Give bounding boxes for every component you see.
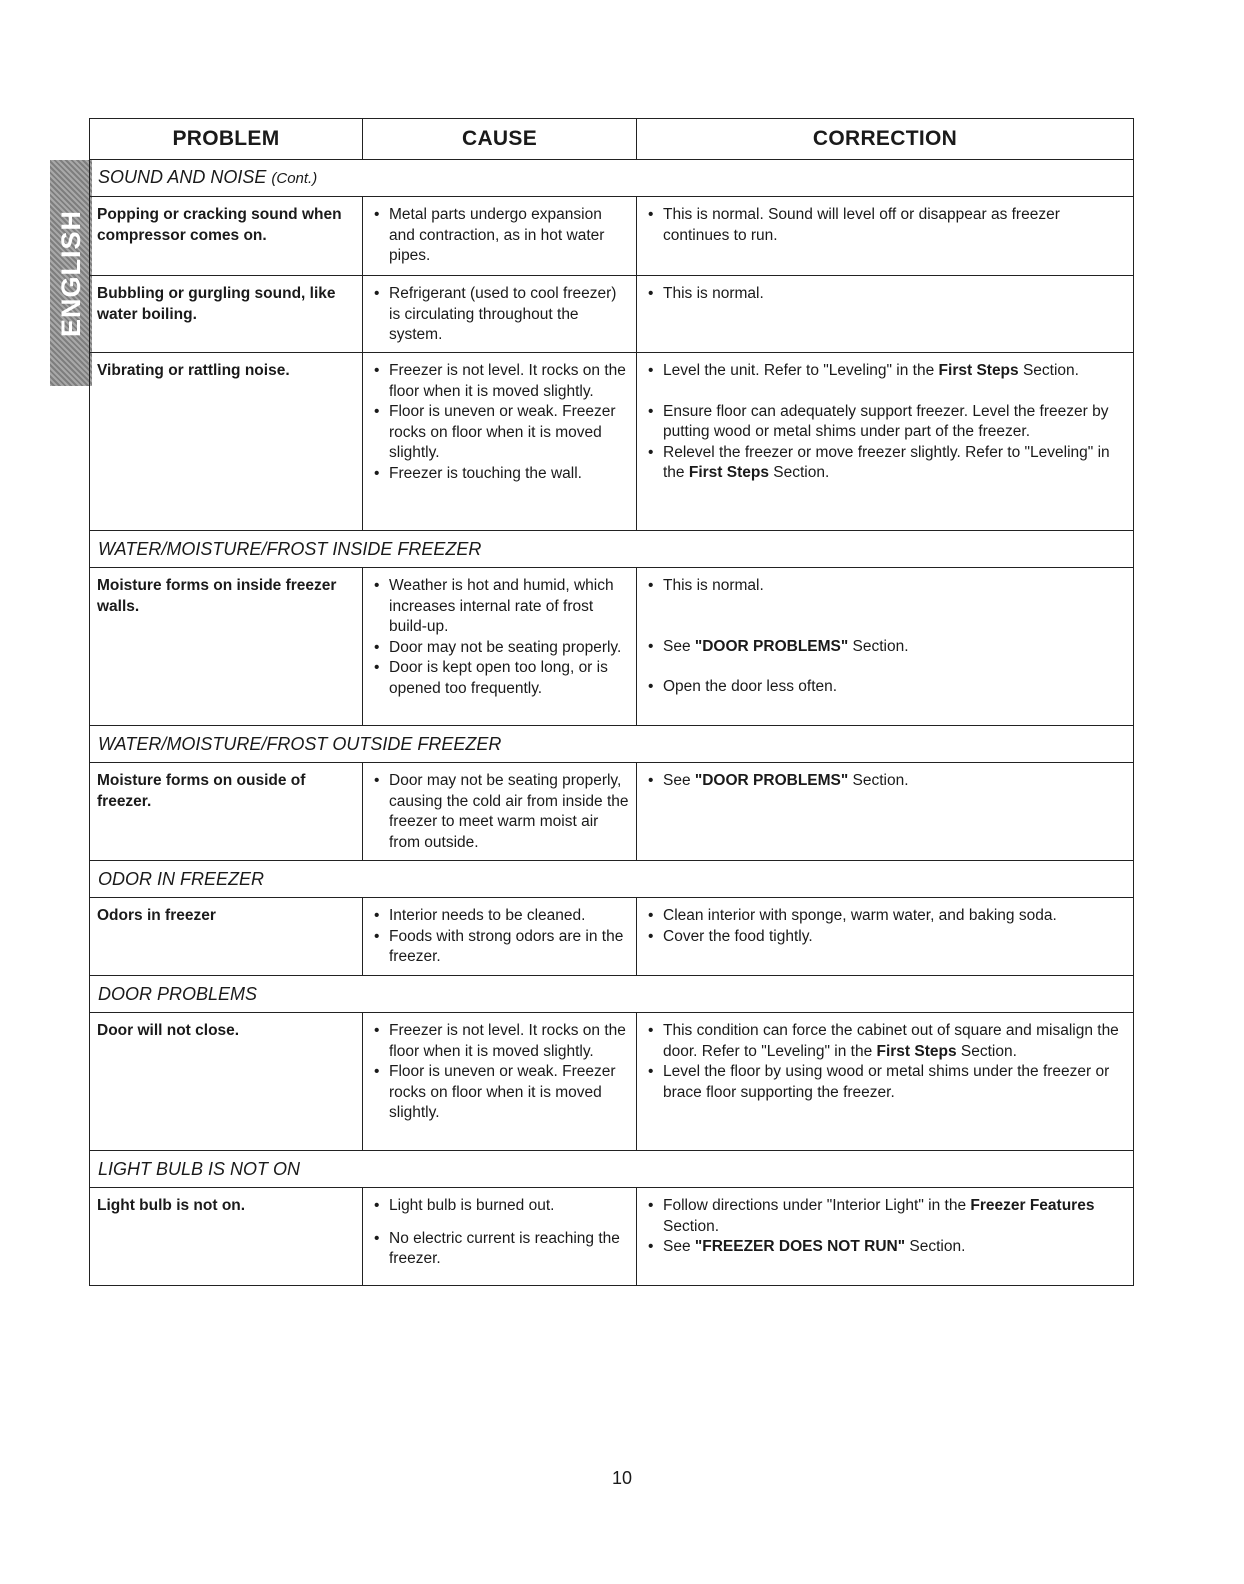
cause-item: • Door may not be seating properly. bbox=[371, 638, 630, 659]
cause-cell bbox=[363, 1013, 637, 1151]
header-cause: CAUSE bbox=[363, 119, 637, 160]
cause-item: • Floor is uneven or weak. Freezer rocks on floor when it is moved slightly. bbox=[371, 1062, 630, 1124]
correction-item: • Level the floor by using wood or metal shims under the freezer or brace floor supporting the freezer. bbox=[645, 1062, 1127, 1103]
section-title: DOOR PROBLEMS bbox=[90, 976, 1134, 1013]
correction-cell bbox=[637, 1013, 1134, 1151]
cause-item: • Door is kept open too long, or is opened too frequently. bbox=[371, 658, 630, 699]
problem-cell: Light bulb is not on. bbox=[90, 1188, 363, 1286]
section-row bbox=[90, 1151, 1134, 1188]
cause-item: • Metal parts undergo expansion and contraction, as in hot water pipes. bbox=[371, 205, 630, 267]
correction-item: • See "DOOR PROBLEMS" Section. bbox=[645, 771, 1127, 792]
table-row bbox=[90, 1188, 1134, 1286]
cause-cell bbox=[363, 276, 637, 353]
section-row bbox=[90, 976, 1134, 1013]
cause-item: • Refrigerant (used to cool freezer) is circulating throughout the system. bbox=[371, 284, 630, 346]
cause-cell bbox=[363, 197, 637, 276]
header-problem: PROBLEM bbox=[90, 119, 363, 160]
problem-cell: Odors in freezer bbox=[90, 898, 363, 976]
table-row bbox=[90, 898, 1134, 976]
cause-item: • Interior needs to be cleaned. bbox=[371, 906, 630, 927]
troubleshooting-table bbox=[89, 118, 1134, 1286]
correction-cell bbox=[637, 763, 1134, 861]
correction-item: • Ensure floor can adequately support freezer. Level the freezer by putting wood or metal shims under part of the freezer. bbox=[645, 402, 1127, 443]
correction-item: • Open the door less often. bbox=[645, 677, 1127, 698]
correction-item: • This condition can force the cabinet out of square and misalign the door. Refer to "Leveling" in the First Steps Section. bbox=[645, 1021, 1127, 1062]
cause-item: • Freezer is not level. It rocks on the floor when it is moved slightly. bbox=[371, 361, 630, 402]
correction-item: • Level the unit. Refer to "Leveling" in the First Steps Section. bbox=[645, 361, 1127, 382]
cause-item: • Freezer is not level. It rocks on the floor when it is moved slightly. bbox=[371, 1021, 630, 1062]
cause-item: • No electric current is reaching the freezer. bbox=[371, 1229, 630, 1270]
table-row bbox=[90, 276, 1134, 353]
correction-item: • Follow directions under "Interior Light" in the Freezer Features Section. bbox=[645, 1196, 1127, 1237]
correction-cell bbox=[637, 353, 1134, 531]
section-row bbox=[90, 531, 1134, 568]
problem-cell: Moisture forms on ouside of freezer. bbox=[90, 763, 363, 861]
header-row bbox=[90, 119, 1134, 160]
table-row bbox=[90, 568, 1134, 726]
problem-cell: Popping or cracking sound when compressor comes on. bbox=[90, 197, 363, 276]
table-row bbox=[90, 197, 1134, 276]
section-row bbox=[90, 726, 1134, 763]
cause-item: • Freezer is touching the wall. bbox=[371, 464, 630, 485]
correction-item: • Relevel the freezer or move freezer slightly. Refer to "Leveling" in the First Steps Section. bbox=[645, 443, 1127, 484]
table-row bbox=[90, 353, 1134, 531]
correction-item: • See "DOOR PROBLEMS" Section. bbox=[645, 637, 1127, 658]
side-tab-label: ENGLISH bbox=[55, 209, 86, 337]
section-row bbox=[90, 160, 1134, 197]
header-correction: CORRECTION bbox=[637, 119, 1134, 160]
page-number: 10 bbox=[611, 1468, 633, 1488]
correction-cell bbox=[637, 197, 1134, 276]
cause-item: • Door may not be seating properly, causing the cold air from inside the freezer to meet warm moist air from outside. bbox=[371, 771, 630, 853]
correction-item: • See "FREEZER DOES NOT RUN" Section. bbox=[645, 1237, 1127, 1258]
correction-item: • This is normal. bbox=[645, 576, 1127, 597]
correction-item: • Cover the food tightly. bbox=[645, 927, 1127, 948]
cause-cell bbox=[363, 898, 637, 976]
problem-cell: Bubbling or gurgling sound, like water boiling. bbox=[90, 276, 363, 353]
table-row bbox=[90, 763, 1134, 861]
cause-item: • Weather is hot and humid, which increases internal rate of frost build-up. bbox=[371, 576, 630, 638]
section-row bbox=[90, 861, 1134, 898]
cause-cell bbox=[363, 763, 637, 861]
correction-cell bbox=[637, 568, 1134, 726]
cause-item: • Foods with strong odors are in the freezer. bbox=[371, 927, 630, 968]
section-title: LIGHT BULB IS NOT ON bbox=[90, 1151, 1134, 1188]
section-title: WATER/MOISTURE/FROST INSIDE FREEZER bbox=[90, 531, 1134, 568]
cause-cell bbox=[363, 1188, 637, 1286]
language-side-tab bbox=[50, 160, 92, 386]
correction-cell bbox=[637, 898, 1134, 976]
problem-cell: Vibrating or rattling noise. bbox=[90, 353, 363, 531]
section-title bbox=[90, 160, 1134, 197]
correction-cell bbox=[637, 1188, 1134, 1286]
cause-item: • Light bulb is burned out. bbox=[371, 1196, 630, 1217]
cause-cell bbox=[363, 568, 637, 726]
correction-item: • Clean interior with sponge, warm water, and baking soda. bbox=[645, 906, 1127, 927]
correction-cell bbox=[637, 276, 1134, 353]
correction-item: • This is normal. bbox=[645, 284, 1127, 305]
cause-cell bbox=[363, 353, 637, 531]
cause-item: • Floor is uneven or weak. Freezer rocks on floor when it is moved slightly. bbox=[371, 402, 630, 464]
problem-cell: Moisture forms on inside freezer walls. bbox=[90, 568, 363, 726]
table-row bbox=[90, 1013, 1134, 1151]
section-title-text: SOUND AND NOISE bbox=[98, 166, 267, 187]
problem-cell: Door will not close. bbox=[90, 1013, 363, 1151]
section-title-suffix: (Cont.) bbox=[271, 169, 318, 187]
section-title: ODOR IN FREEZER bbox=[90, 861, 1134, 898]
correction-item: • This is normal. Sound will level off or disappear as freezer continues to run. bbox=[645, 205, 1127, 246]
section-title: WATER/MOISTURE/FROST OUTSIDE FREEZER bbox=[90, 726, 1134, 763]
